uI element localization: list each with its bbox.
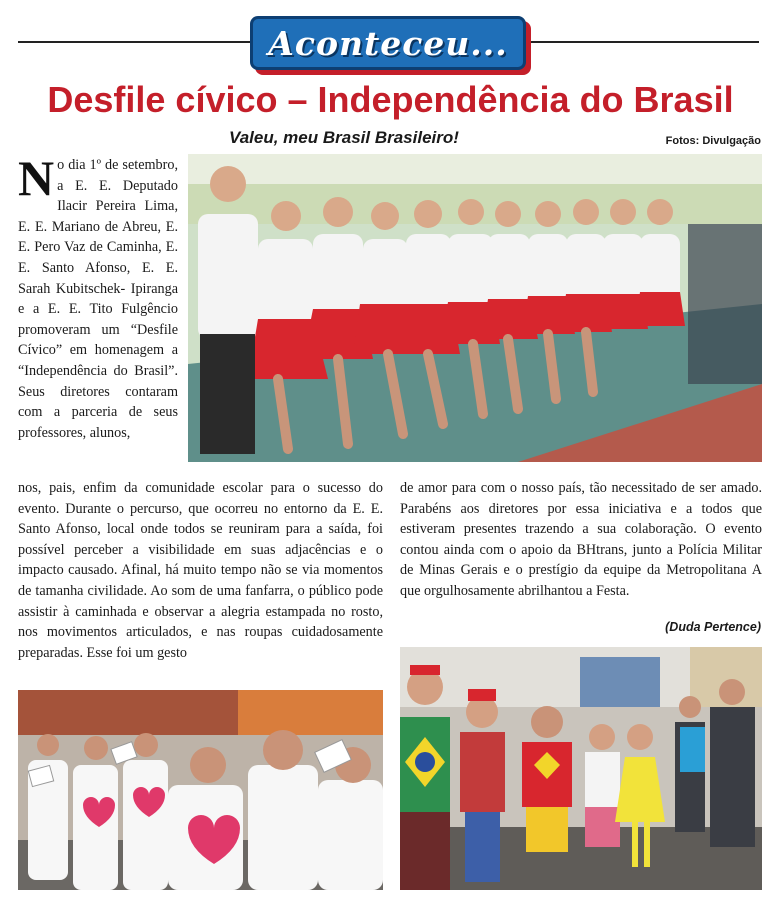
children-in-costumes-photo [400, 647, 762, 890]
students-in-red-skirts-photo [188, 154, 762, 462]
article-column-3: de amor para com o nosso país, tão necessitado de ser amado. Parabéns aos diretores por essa iniciativa e a todos que estiveram presentes trazendo a sua colaboração. O evento contou ainda com o apoio da BHtrans, junto a Polícia Militar de Minas Gerais e o prestígio da equipe da Metropolitana A que orgulhosamente abrilhantou a Festa. [400, 480, 762, 599]
author-signature: (Duda Pertence) [665, 620, 761, 634]
article-column-2: nos, pais, enfim da comunidade escolar para o sucesso do evento. Durante o percurso, que ocorreu no entorno da E. E. Santo Afonso, local onde todos se reuniram para a saída, foi possível perceber a visibilidade em suas adjacências e o impacto causado. Afinal, há muito tempo não se via momentos de tamanha civilidade. Ao som de uma fanfarra, o público pode assistir à caminhada e observar a alegria estampada no rosto, nos movimentos articulados, e nas roupas cuidadosamente preparadas. Esse foi um gesto [18, 480, 383, 661]
photo-credit: Fotos: Divulgação [665, 135, 761, 147]
children-with-heart-shirts-photo [18, 690, 383, 890]
article-intro [18, 150, 178, 443]
section-banner [250, 16, 526, 70]
article-intro-text: o dia 1º de setembro, a E. E. Deputado Ilacir Pereira Lima, E. E. Mariano de Abreu, E. E. Pero Vaz de Caminha, E. E. Santo Afonso, E. E. Sarah Kubitschek- Ipiranga e a E. E. Tito Fulgêncio promoveram um “Desfile Cívico” em homenagem a “Independência do Brasil”. Seus diretores contaram com a parceria de seus professores, alunos, [18, 157, 178, 441]
headline: Desfile cívico – Independência do Brasil [47, 79, 734, 120]
drop-cap: N [18, 150, 55, 206]
subtitle: Valeu, meu Brasil Brasileiro! [229, 128, 459, 147]
section-banner-text: Aconteceu... [268, 23, 508, 63]
